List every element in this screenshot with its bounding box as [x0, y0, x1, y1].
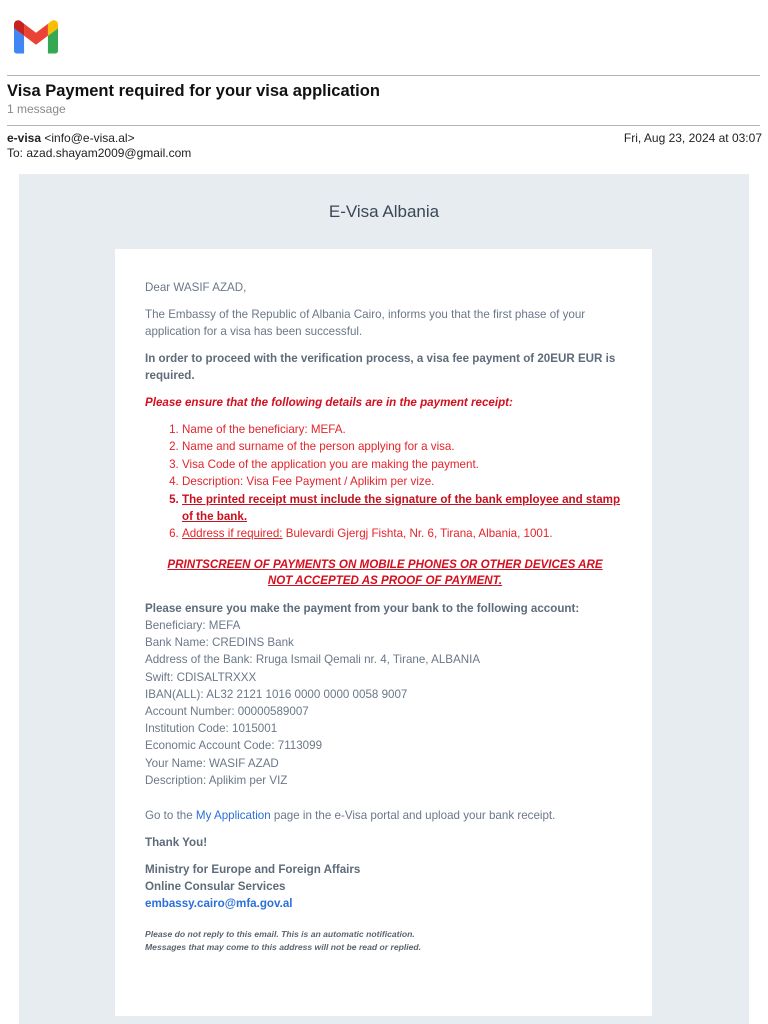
sender-name: e-visa — [7, 131, 42, 145]
proof-warning: PRINTSCREEN OF PAYMENTS ON MOBILE PHONES OR OTHER DEVICES ARE NOT ACCEPTED AS PROOF OF PAYMENT. — [167, 557, 603, 588]
address-label: Address if required: — [182, 527, 283, 541]
list-item: 2. Name and surname of the person applying for a visa. — [182, 438, 625, 455]
recipient-line: To: azad.shayam2009@gmail.com — [7, 146, 192, 160]
sender-email[interactable]: <info@e-visa.al> — [44, 131, 135, 145]
account-line: IBAN(ALL): AL32 2121 1016 0000 0000 0058 9007 — [145, 687, 408, 701]
intro-text: The Embassy of the Republic of Albania Cairo, informs you that the first phase of your application for a visa has been successful. — [145, 308, 586, 338]
account-heading: Please ensure you make the payment from your bank to the following account: — [145, 601, 580, 615]
message-count: 1 message — [7, 102, 66, 116]
account-line: Address of the Bank: Rruga Ismail Qemali nr. 4, Tirane, ALBANIA — [145, 653, 481, 667]
auto-notice-line: Please do not reply to this email. This is an automatic notification. — [145, 929, 415, 940]
sender-line — [7, 131, 135, 145]
account-line: Your Name: WASIF AZAD — [145, 756, 279, 770]
account-line: Account Number: 00000589007 — [145, 705, 309, 719]
signature-dept: Online Consular Services — [145, 880, 286, 894]
receipt-requirements-list — [145, 421, 625, 543]
signature-email-link[interactable]: embassy.cairo@mfa.gov.al — [145, 897, 293, 911]
greeting: Dear WASIF AZAD, — [145, 281, 247, 294]
signature-org: Ministry for Europe and Foreign Affairs — [145, 863, 361, 877]
email-subject: Visa Payment required for your visa application — [7, 82, 380, 100]
email-content — [145, 279, 625, 953]
receipt-requirements-heading: Please ensure that the following details are in the payment receipt: — [145, 396, 513, 409]
upload-instruction — [145, 807, 625, 824]
gmail-logo-icon — [14, 20, 58, 54]
signature — [145, 861, 625, 912]
goto-suffix: page in the e-Visa portal and upload your bank receipt. — [270, 809, 556, 823]
address-value: Bulevardi Gjergj Fishta, Nr. 6, Tirana, Albania, 1001. — [282, 527, 553, 541]
email-card — [115, 249, 652, 1016]
account-line: Beneficiary: MEFA — [145, 619, 241, 633]
account-line: Description: Aplikim per VIZ — [145, 773, 288, 787]
list-item: 5. The printed receipt must include the signature of the bank employee and stamp of the bank. — [182, 491, 625, 526]
account-line: Institution Code: 1015001 — [145, 722, 278, 736]
auto-notice — [145, 928, 625, 953]
brand-title: E-Visa Albania — [328, 202, 440, 221]
fee-notice: In order to proceed with the verification process, a visa fee payment of 20EUR EUR is required. — [145, 352, 616, 382]
thank-you: Thank You! — [145, 836, 208, 850]
list-item — [182, 525, 625, 542]
sent-date: Fri, Aug 23, 2024 at 03:07 — [623, 131, 762, 145]
list-item: 1. Name of the beneficiary: MEFA. — [182, 421, 625, 438]
list-item: 4. Description: Visa Fee Payment / Aplikim per vize. — [182, 473, 625, 490]
account-details — [145, 600, 625, 789]
account-line: Bank Name: CREDINS Bank — [145, 636, 294, 650]
account-line: Economic Account Code: 7113099 — [145, 739, 323, 753]
goto-prefix: Go to the — [145, 809, 196, 823]
list-item: 3. Visa Code of the application you are making the payment. — [182, 456, 625, 473]
my-application-link[interactable]: My Application — [195, 809, 271, 823]
auto-notice-line: Messages that may come to this address will not be read or replied. — [145, 941, 422, 952]
header-divider — [7, 75, 760, 76]
subject-divider — [7, 125, 760, 126]
account-line: Swift: CDISALTRXXX — [145, 670, 257, 684]
email-body-background — [19, 174, 749, 1024]
